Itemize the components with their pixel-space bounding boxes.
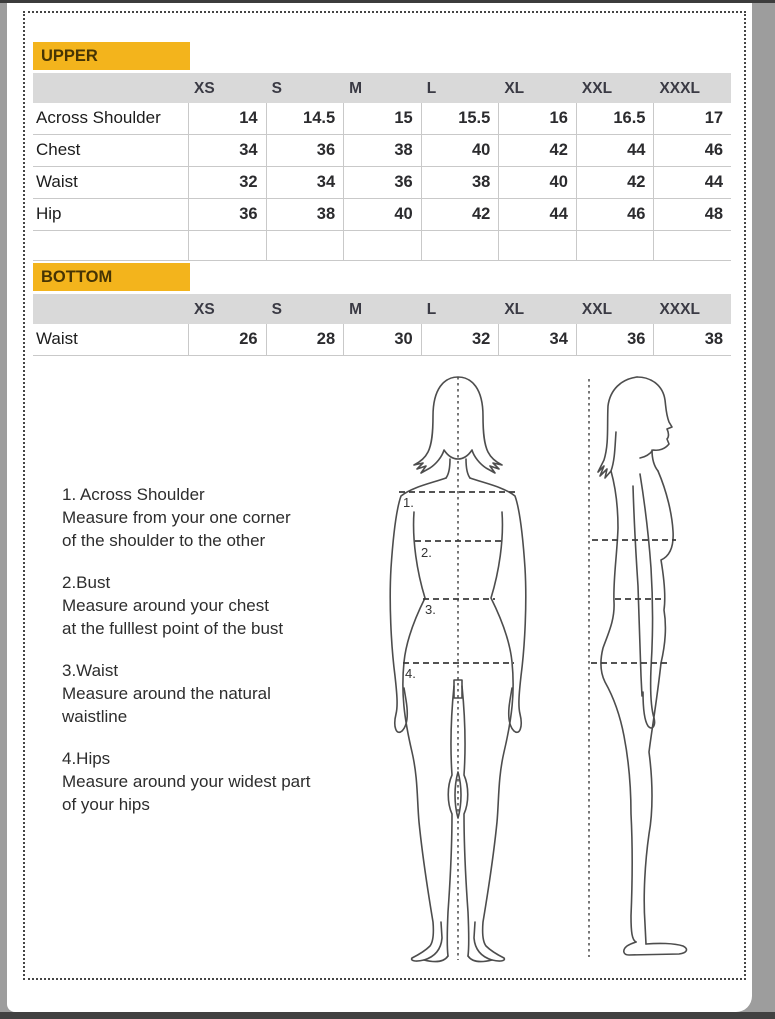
- instruction-line: Measure around your widest part: [62, 772, 311, 791]
- empty-cell: [266, 231, 344, 260]
- size-header-s: S: [271, 301, 282, 318]
- instruction-bust: [62, 571, 372, 640]
- cell-value: 40: [498, 167, 576, 198]
- cell-value: 46: [576, 199, 654, 230]
- cell-value: 40: [343, 199, 421, 230]
- cell-value: 30: [343, 324, 421, 355]
- size-header-xxl: XXL: [581, 80, 613, 97]
- upper-section-label: [33, 42, 190, 70]
- marker-4: 4.: [405, 666, 416, 681]
- body-figure-front: [390, 377, 526, 962]
- cell-value: 32: [421, 324, 499, 355]
- empty-cell: [576, 231, 654, 260]
- row-label: Chest: [36, 140, 81, 159]
- size-header-l: L: [426, 301, 437, 318]
- cell-value: 42: [498, 135, 576, 166]
- size-header-xs: XS: [194, 80, 215, 97]
- cell-value: 17: [653, 103, 731, 134]
- top-edge-strip: [0, 0, 775, 3]
- cell-value: 44: [498, 199, 576, 230]
- bottom-size-header-row: [33, 294, 731, 324]
- body-figure-side: [589, 377, 686, 957]
- cell-value: 15.5: [421, 103, 499, 134]
- size-header-xs: XS: [194, 301, 215, 318]
- cell-value: 32: [188, 167, 266, 198]
- cell-value: 34: [266, 167, 344, 198]
- size-header-m: M: [349, 301, 363, 318]
- bottom-section-label: [33, 263, 190, 291]
- cell-value: 40: [421, 135, 499, 166]
- cell-value: 44: [576, 135, 654, 166]
- marker-3: 3.: [425, 602, 436, 617]
- instruction-line: waistline: [62, 707, 128, 726]
- row-label: Waist: [36, 172, 78, 191]
- instruction-line: at the fulllest point of the bust: [62, 619, 284, 638]
- cell-value: 42: [576, 167, 654, 198]
- size-header-xxxl: XXXL: [659, 301, 700, 318]
- table-row-waist-upper: [33, 167, 731, 199]
- marker-1: 1.: [403, 495, 414, 510]
- cell-value: 34: [498, 324, 576, 355]
- cell-value: 44: [653, 167, 731, 198]
- size-header-xxl: XXL: [581, 301, 613, 318]
- empty-cell: [188, 231, 266, 260]
- instruction-across-shoulder: [62, 483, 372, 552]
- instruction-hips: [62, 747, 372, 816]
- cell-value: 14: [188, 103, 266, 134]
- row-label: Hip: [36, 204, 62, 223]
- cell-value: 34: [188, 135, 266, 166]
- cell-value: 15: [343, 103, 421, 134]
- cell-value: 36: [266, 135, 344, 166]
- upper-section-label-text: UPPER: [41, 47, 98, 65]
- size-header-s: S: [271, 80, 282, 97]
- table-row-empty: [33, 231, 731, 261]
- instruction-line: of the shoulder to the other: [62, 531, 266, 550]
- instruction-waist: [62, 659, 372, 728]
- cell-value: 38: [266, 199, 344, 230]
- size-header-xl: XL: [504, 301, 525, 318]
- row-label: Waist: [36, 329, 78, 348]
- instruction-line: Measure around your chest: [62, 596, 269, 615]
- instruction-title: 4.Hips: [62, 749, 111, 768]
- cell-value: 14.5: [266, 103, 344, 134]
- cell-value: 36: [343, 167, 421, 198]
- instruction-title: 1. Across Shoulder: [62, 485, 205, 504]
- empty-cell: [33, 231, 188, 260]
- instruction-line: Measure from your one corner: [62, 508, 291, 527]
- bottom-header-spacer: [33, 294, 188, 324]
- cell-value: 16.5: [576, 103, 654, 134]
- cell-value: 38: [421, 167, 499, 198]
- empty-cell: [343, 231, 421, 260]
- cell-value: 38: [653, 324, 731, 355]
- empty-cell: [498, 231, 576, 260]
- cell-value: 38: [343, 135, 421, 166]
- bottom-edge-strip: [0, 1012, 775, 1019]
- instruction-line: Measure around the natural: [62, 684, 271, 703]
- size-header-xxxl: XXXL: [659, 80, 700, 97]
- instruction-title: 2.Bust: [62, 573, 111, 592]
- upper-header-spacer: [33, 73, 188, 103]
- size-header-xl: XL: [504, 80, 525, 97]
- cell-value: 36: [188, 199, 266, 230]
- measurement-instructions: [62, 483, 372, 835]
- table-row-chest: [33, 135, 731, 167]
- cell-value: 46: [653, 135, 731, 166]
- instruction-title: 3.Waist: [62, 661, 119, 680]
- size-header-m: M: [349, 80, 363, 97]
- upper-size-header-row: [33, 73, 731, 103]
- size-header-l: L: [426, 80, 437, 97]
- cell-value: 16: [498, 103, 576, 134]
- table-row-waist-bottom: [33, 324, 731, 356]
- cell-value: 36: [576, 324, 654, 355]
- instruction-line: of your hips: [62, 795, 150, 814]
- bottom-section-label-text: BOTTOM: [41, 268, 113, 286]
- empty-cell: [421, 231, 499, 260]
- row-label: Across Shoulder: [36, 108, 161, 127]
- cell-value: 26: [188, 324, 266, 355]
- cell-value: 48: [653, 199, 731, 230]
- cell-value: 28: [266, 324, 344, 355]
- marker-2: 2.: [421, 545, 432, 560]
- body-measurement-diagram: [380, 370, 692, 970]
- table-row-hip: [33, 199, 731, 231]
- cell-value: 42: [421, 199, 499, 230]
- empty-cell: [653, 231, 731, 260]
- table-row-across-shoulder: [33, 103, 731, 135]
- size-tables: [33, 42, 731, 356]
